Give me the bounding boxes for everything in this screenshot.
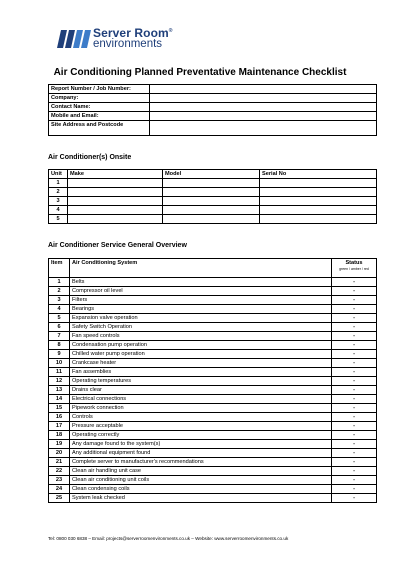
checklist-row [49,377,377,386]
checklist-status-cell[interactable]: - [332,395,377,404]
checklist-item-number: 25 [49,494,70,503]
onsite-heading: Air Conditioner(s) Onsite [48,154,132,161]
checklist-item-number: 18 [49,431,70,440]
checklist-row [49,296,377,305]
checklist-item-label: System leak checked [70,494,332,503]
unit-serial-cell[interactable] [260,206,377,215]
checklist-item-number: 15 [49,404,70,413]
checklist-status-cell[interactable]: - [332,440,377,449]
units-header-row [49,170,377,179]
checklist-item-number: 14 [49,395,70,404]
checklist-row [49,494,377,503]
service-heading: Air Conditioner Service General Overview [48,242,187,249]
unit-number: 2 [49,188,68,197]
checklist-item-number: 11 [49,368,70,377]
checklist-item-label: Electrical connections [70,395,332,404]
checklist-row [49,431,377,440]
checklist-status-cell[interactable]: - [332,323,377,332]
checklist-row [49,449,377,458]
units-column-header: Unit [49,170,68,179]
company-logo [55,26,205,52]
unit-model-cell[interactable] [163,215,260,224]
checklist-status-cell[interactable]: - [332,422,377,431]
checklist-item-label: Fan assemblies [70,368,332,377]
checklist-status-cell[interactable]: - [332,458,377,467]
checklist-status-cell[interactable]: - [332,278,377,287]
checklist-status-cell[interactable]: - [332,332,377,341]
checklist-status-cell[interactable]: - [332,431,377,440]
checklist-row [49,341,377,350]
checklist-item-number: 23 [49,476,70,485]
report-field-value[interactable] [150,94,377,103]
checklist-item-label: Bearings [70,305,332,314]
checklist-status-cell[interactable]: - [332,476,377,485]
checklist-status-cell[interactable]: - [332,350,377,359]
checklist-item-label: Drains clear [70,386,332,395]
status-header-legend: green / amber / red [339,267,369,271]
logo-wordmark-top: Server Room® [93,26,173,40]
unit-row [49,188,377,197]
checklist-item-label: Safety Switch Operation [70,323,332,332]
checklist-row [49,278,377,287]
system-column-header: Air Conditioning System [70,259,332,278]
checklist-item-number: 21 [49,458,70,467]
checklist-status-cell[interactable]: - [332,314,377,323]
logo-wordmark-bottom: environments [93,38,163,50]
checklist-row [49,404,377,413]
checklist-item-label: Operating correctly [70,431,332,440]
checklist-item-number: 24 [49,485,70,494]
checklist-item-label: Filters [70,296,332,305]
checklist-item-number: 22 [49,467,70,476]
checklist-status-cell[interactable]: - [332,386,377,395]
checklist-item-number: 17 [49,422,70,431]
checklist-row [49,350,377,359]
checklist-item-number: 13 [49,386,70,395]
checklist-status-cell[interactable]: - [332,341,377,350]
report-row [49,85,377,94]
checklist-item-number: 19 [49,440,70,449]
unit-make-cell[interactable] [68,206,163,215]
checklist-row [49,332,377,341]
units-column-header: Model [163,170,260,179]
checklist-status-cell[interactable]: - [332,287,377,296]
checklist-item-label: Condensation pump operation [70,341,332,350]
checklist-status-cell[interactable]: - [332,485,377,494]
logo-mark-icon [55,28,91,50]
unit-row [49,179,377,188]
checklist-item-label: Fan speed controls [70,332,332,341]
checklist-row [49,359,377,368]
report-field-label: Contact Name: [49,103,150,112]
checklist-item-label: Belts [70,278,332,287]
checklist-status-cell[interactable]: - [332,449,377,458]
checklist-row [49,386,377,395]
status-column-header [332,259,377,278]
report-field-label: Report Number / Job Number: [49,85,150,94]
report-row [49,94,377,103]
report-field-label: Company: [49,94,150,103]
checklist-item-label: Any additional equipment found [70,449,332,458]
checklist-row [49,485,377,494]
report-details-table [48,84,377,136]
unit-make-cell[interactable] [68,215,163,224]
document-title: Air Conditioning Planned Preventative Maintenance Checklist [53,67,347,78]
report-row [49,103,377,112]
unit-number: 5 [49,215,68,224]
units-column-header: Make [68,170,163,179]
report-row [49,121,377,136]
checklist-item-number: 4 [49,305,70,314]
checklist-item-label: Chilled water pump operation [70,350,332,359]
unit-model-cell[interactable] [163,206,260,215]
unit-make-cell[interactable] [68,197,163,206]
checklist-row [49,467,377,476]
checklist-item-label: Crankcase heater [70,359,332,368]
checklist-row [49,413,377,422]
unit-model-cell[interactable] [163,188,260,197]
report-field-value[interactable] [150,112,377,121]
checklist-status-cell[interactable]: - [332,305,377,314]
checklist-item-label: Pipework connection [70,404,332,413]
checklist-status-cell[interactable]: - [332,296,377,305]
checklist-status-cell[interactable]: - [332,377,377,386]
checklist-status-cell[interactable]: - [332,368,377,377]
checklist-item-label: Clean air handling unit case [70,467,332,476]
checklist-row [49,476,377,485]
checklist-row [49,314,377,323]
report-field-label: Site Address and Postcode [49,121,150,136]
checklist-item-number: 1 [49,278,70,287]
checklist-item-number: 6 [49,323,70,332]
checklist-item-label: Controls [70,413,332,422]
checklist-row [49,395,377,404]
unit-number: 1 [49,179,68,188]
checklist-item-number: 7 [49,332,70,341]
checklist-item-number: 2 [49,287,70,296]
checklist-row [49,422,377,431]
checklist-status-cell[interactable]: - [332,359,377,368]
report-row [49,112,377,121]
checklist-row [49,458,377,467]
unit-serial-cell[interactable] [260,215,377,224]
checklist-item-number: 10 [49,359,70,368]
checklist-item-number: 5 [49,314,70,323]
unit-model-cell[interactable] [163,197,260,206]
checklist-row [49,440,377,449]
unit-make-cell[interactable] [68,188,163,197]
checklist-item-number: 20 [49,449,70,458]
report-field-value[interactable] [150,121,377,136]
checklist-item-label: Pressure acceptable [70,422,332,431]
checklist-status-cell[interactable]: - [332,413,377,422]
checklist-item-number: 3 [49,296,70,305]
unit-serial-cell[interactable] [260,188,377,197]
unit-make-cell[interactable] [68,179,163,188]
unit-model-cell[interactable] [163,179,260,188]
onsite-units-table [48,169,377,224]
checklist-item-label: Operating temperatures [70,377,332,386]
checklist-item-label: Any damage found to the system(s) [70,440,332,449]
checklist-item-number: 8 [49,341,70,350]
report-field-value[interactable] [150,85,377,94]
unit-number: 3 [49,197,68,206]
checklist-row [49,368,377,377]
checklist-item-number: 12 [49,377,70,386]
unit-number: 4 [49,206,68,215]
footer-contact: Tel: 0800 030 6838 – Email: projects@serverroomenvironments.co.uk – Website: www.serverroomenvironments.co.uk [48,536,289,541]
unit-serial-cell[interactable] [260,197,377,206]
unit-row [49,215,377,224]
item-column-header: Item [49,259,70,278]
checklist-item-label: Compressor oil level [70,287,332,296]
checklist-status-cell[interactable]: - [332,467,377,476]
service-header-row [49,259,377,278]
checklist-item-label: Complete server to manufacturer's recommendations [70,458,332,467]
checklist-item-label: Clean air conditioning unit coils [70,476,332,485]
service-checklist-table [48,258,377,503]
report-field-label: Mobile and Email: [49,112,150,121]
unit-row [49,197,377,206]
checklist-item-number: 16 [49,413,70,422]
report-field-value[interactable] [150,103,377,112]
checklist-row [49,323,377,332]
checklist-item-label: Expansion valve operation [70,314,332,323]
checklist-row [49,305,377,314]
checklist-row [49,287,377,296]
checklist-status-cell[interactable]: - [332,494,377,503]
checklist-status-cell[interactable]: - [332,404,377,413]
unit-row [49,206,377,215]
unit-serial-cell[interactable] [260,179,377,188]
status-header-label: Status [345,260,363,266]
checklist-item-number: 9 [49,350,70,359]
units-column-header: Serial No [260,170,377,179]
checklist-item-label: Clean condensing coils [70,485,332,494]
